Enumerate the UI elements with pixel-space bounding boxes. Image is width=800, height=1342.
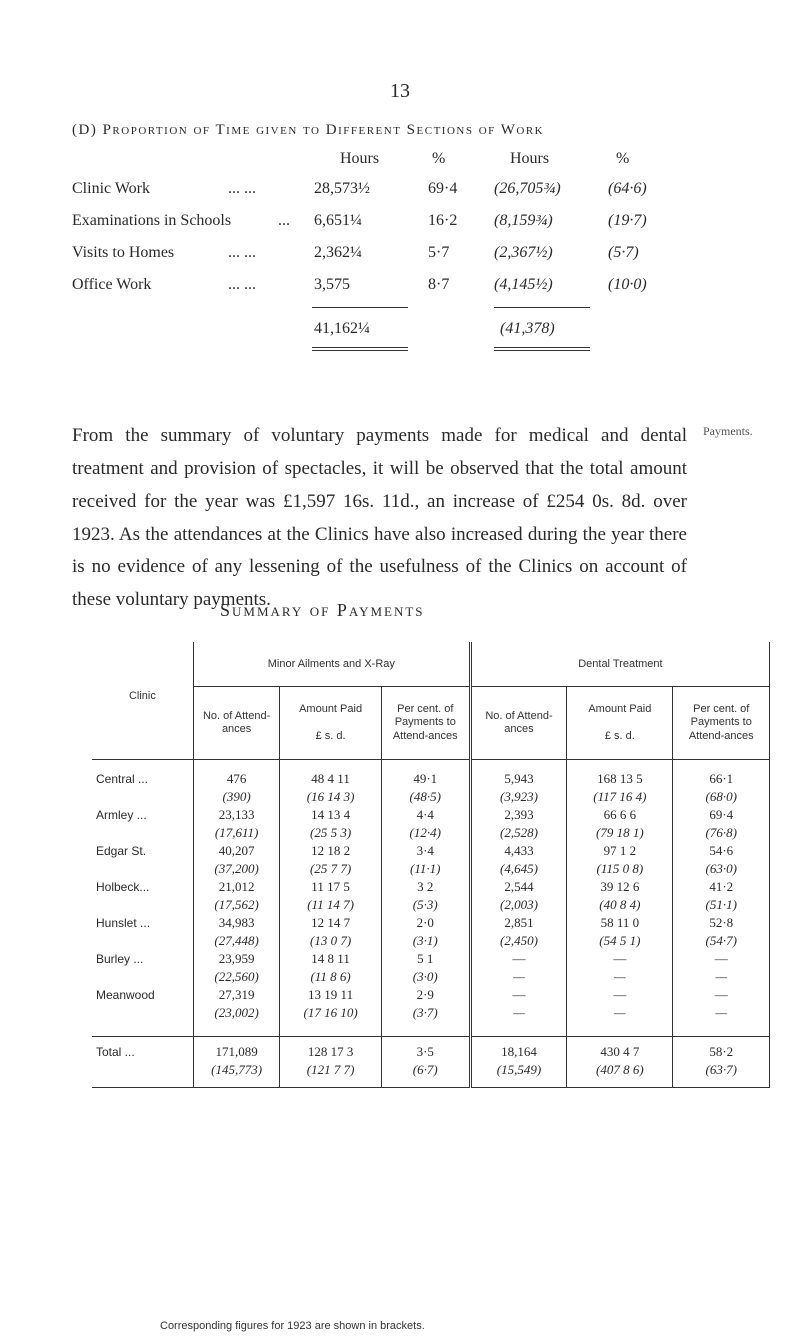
- gap-cell: [92, 1022, 193, 1037]
- prev-minor-attendances: (390): [193, 788, 280, 806]
- time-row-hours: 2,362¼: [314, 244, 362, 261]
- dental-attendances: 18,164: [470, 1037, 566, 1062]
- minor-attendances: 23,133: [193, 806, 280, 824]
- time-row-prev-percent: (5·7): [608, 244, 639, 261]
- end-cell: [92, 1079, 193, 1088]
- prev-minor-percent: (11·1): [381, 860, 470, 878]
- minor-amount: 12 14 7: [280, 914, 381, 932]
- end-cell: [193, 1079, 280, 1088]
- time-row-prev-percent: (19·7): [608, 212, 647, 229]
- minor-percent: 4·4: [381, 806, 470, 824]
- dental-amount: 430 4 7: [567, 1037, 673, 1062]
- hours-header: Hours: [340, 150, 380, 167]
- time-row-prev-hours: (4,145½): [494, 276, 553, 293]
- dental-percent: —: [673, 986, 770, 1004]
- prev-dental-amount: (40 8 4): [567, 896, 673, 914]
- clinic-name-blank: [92, 932, 193, 950]
- prev-dental-attendances: (3,923): [470, 788, 566, 806]
- payment-row-previous: [92, 824, 770, 842]
- time-row-percent: 5·7: [428, 244, 450, 261]
- prev-dental-amount: (79 18 1): [567, 824, 673, 842]
- time-row-prev-hours: (8,159¾): [494, 212, 553, 229]
- section-title: (D) Proportion of Time given to Different Sections of Work: [72, 122, 545, 138]
- time-row-percent: 16·2: [428, 212, 458, 229]
- dental-amount-header: Amount Paid £ s. d.: [567, 687, 673, 760]
- minor-attendances: 476: [193, 770, 280, 788]
- prev-dental-percent: (54·7): [673, 932, 770, 950]
- gap-cell: [470, 1022, 566, 1037]
- time-row-percent: 69·4: [428, 180, 458, 197]
- sum-rule: [312, 307, 408, 308]
- leader-dots: ... ...: [228, 244, 256, 261]
- dental-amount: 168 13 5: [567, 770, 673, 788]
- clinic-name: Burley ...: [96, 952, 144, 966]
- total-rule: [494, 347, 590, 348]
- clinic-name: Armley ...: [96, 808, 147, 822]
- dental-attendances: 5,943: [470, 770, 566, 788]
- minor-amount: 48 4 11: [280, 770, 381, 788]
- payment-row: [92, 986, 770, 1004]
- prev-dental-amount: (117 16 4): [567, 788, 673, 806]
- prev-minor-percent: (3·7): [381, 1004, 470, 1022]
- prev-minor-attendances: (22,560): [193, 968, 280, 986]
- payment-row-previous: [92, 968, 770, 986]
- end-cell: [673, 1079, 770, 1088]
- time-row-prev-hours: (2,367½): [494, 244, 553, 261]
- table-end-row: [92, 1079, 770, 1088]
- time-row-label: Clinic Work: [72, 180, 150, 197]
- payment-row-previous: [92, 1004, 770, 1022]
- payment-row: [92, 842, 770, 860]
- time-row-prev-percent: (10·0): [608, 276, 647, 293]
- prev-minor-percent: (12·4): [381, 824, 470, 842]
- total-rule: [312, 347, 408, 348]
- dental-amount: 97 1 2: [567, 842, 673, 860]
- clinic-name-blank: [92, 1061, 193, 1079]
- body-paragraph: From the summary of voluntary payments made for medical and dental treatment and provision of spectacles, it will be observed that the total amount received for the year was £1,597 16s. 11d., an increase of £254 0s. 8d. over 1923. As the attendances at the Clinics have also increased during the year there is no evidence of any lessening of the usefulness of the Clinics on account of these voluntary payments.: [72, 425, 687, 611]
- spacer-cell: [470, 760, 566, 771]
- prev-minor-amount: (17 16 10): [280, 1004, 381, 1022]
- prev-dental-amount: (115 0 8): [567, 860, 673, 878]
- prev-dental-attendances: (2,450): [470, 932, 566, 950]
- prev-dental-percent: (68·0): [673, 788, 770, 806]
- minor-amount: 14 8 11: [280, 950, 381, 968]
- payment-row: [92, 770, 770, 788]
- dental-attendances: 2,544: [470, 878, 566, 896]
- minor-percent: 3 2: [381, 878, 470, 896]
- time-row-label: Office Work: [72, 276, 152, 293]
- end-cell: [381, 1079, 470, 1088]
- dental-percent: 41·2: [673, 878, 770, 896]
- prev-dental-percent: (51·1): [673, 896, 770, 914]
- spacer-cell: [381, 760, 470, 771]
- time-row-label: Visits to Homes: [72, 244, 175, 261]
- clinic-name-blank: [92, 896, 193, 914]
- clinic-name-blank: [92, 788, 193, 806]
- dental-percent: 66·1: [673, 770, 770, 788]
- prev-dental-attendances: —: [470, 1004, 566, 1022]
- minor-attendances: 23,959: [193, 950, 280, 968]
- prev-minor-percent: (5·3): [381, 896, 470, 914]
- dental-amount: —: [567, 950, 673, 968]
- leader-dots: ...: [278, 212, 290, 229]
- prev-minor-attendances: (17,611): [193, 824, 280, 842]
- end-cell: [470, 1079, 566, 1088]
- payment-row-previous: [92, 788, 770, 806]
- minor-amount: 12 18 2: [280, 842, 381, 860]
- prev-minor-amount: (25 7 7): [280, 860, 381, 878]
- clinic-name: Hunslet ...: [96, 916, 151, 930]
- dental-amount: —: [567, 986, 673, 1004]
- page-number: 13: [390, 80, 410, 102]
- total-rule: [494, 350, 590, 351]
- prev-dental-amount: (54 5 1): [567, 932, 673, 950]
- dental-attendances: 2,851: [470, 914, 566, 932]
- clinic-header: Clinic: [92, 642, 193, 760]
- clinic-name: Total ...: [92, 1037, 193, 1062]
- payment-row: [92, 878, 770, 896]
- minor-percent: 3·4: [381, 842, 470, 860]
- prev-dental-amount: —: [567, 1004, 673, 1022]
- minor-amount: 11 17 5: [280, 878, 381, 896]
- prev-dental-attendances: (15,549): [470, 1061, 566, 1079]
- end-cell: [280, 1079, 381, 1088]
- prev-minor-amount: (25 5 3): [280, 824, 381, 842]
- minor-attend-header: No. of Attend-ances: [193, 687, 280, 760]
- dental-percent: 54·6: [673, 842, 770, 860]
- spacer-cell: [193, 760, 280, 771]
- dental-percent: 69·4: [673, 806, 770, 824]
- gap-cell: [280, 1022, 381, 1037]
- gap-cell: [673, 1022, 770, 1037]
- time-prev-total-hours: (41,378): [500, 320, 555, 337]
- prev-minor-attendances: (17,562): [193, 896, 280, 914]
- spacer-cell: [673, 760, 770, 771]
- gap-cell: [193, 1022, 280, 1037]
- dental-header: Dental Treatment: [470, 642, 769, 687]
- clinic-name: Edgar St.: [96, 844, 147, 858]
- dental-attendances: —: [470, 950, 566, 968]
- minor-percent: 2·0: [381, 914, 470, 932]
- clinic-name-blank: [92, 860, 193, 878]
- time-total-hours: 41,162¼: [314, 320, 370, 337]
- prev-minor-percent: (48·5): [381, 788, 470, 806]
- minor-percent: 2·9: [381, 986, 470, 1004]
- minor-percent: 49·1: [381, 770, 470, 788]
- prev-minor-attendances: (23,002): [193, 1004, 280, 1022]
- dental-percent: —: [673, 950, 770, 968]
- gap-cell: [567, 1022, 673, 1037]
- minor-amount: 128 17 3: [280, 1037, 381, 1062]
- end-cell: [567, 1079, 673, 1088]
- minor-percent-header: Per cent. of Payments to Attend-ances: [381, 687, 470, 760]
- prev-dental-attendances: —: [470, 968, 566, 986]
- payment-row-previous: [92, 896, 770, 914]
- time-row-hours: 28,573½: [314, 180, 370, 197]
- prev-percent-header: %: [616, 150, 630, 167]
- minor-attendances: 27,319: [193, 986, 280, 1004]
- clinic-name: Holbeck...: [96, 880, 150, 894]
- dental-attend-header: No. of Attend-ances: [470, 687, 566, 760]
- leader-dots: ... ...: [228, 276, 256, 293]
- prev-minor-amount: (13 0 7): [280, 932, 381, 950]
- prev-minor-amount: (11 14 7): [280, 896, 381, 914]
- spacer-cell: [92, 760, 193, 771]
- dental-percent: 58·2: [673, 1037, 770, 1062]
- prev-dental-percent: (63·0): [673, 860, 770, 878]
- time-row-percent: 8·7: [428, 276, 450, 293]
- prev-dental-amount: —: [567, 968, 673, 986]
- gap-cell: [381, 1022, 470, 1037]
- margin-note: Payments.: [703, 424, 753, 438]
- time-row-hours: 6,651¼: [314, 212, 362, 229]
- prev-minor-amount: (121 7 7): [280, 1061, 381, 1079]
- minor-amount-header: Amount Paid £ s. d.: [280, 687, 381, 760]
- payment-row: [92, 806, 770, 824]
- minor-attendances: 171,089: [193, 1037, 280, 1062]
- minor-amount: 13 19 11: [280, 986, 381, 1004]
- dental-attendances: 4,433: [470, 842, 566, 860]
- prev-minor-attendances: (37,200): [193, 860, 280, 878]
- spacer-cell: [280, 760, 381, 771]
- minor-attendances: 21,012: [193, 878, 280, 896]
- prev-dental-percent: (63·7): [673, 1061, 770, 1079]
- payments-table: [92, 642, 770, 1088]
- footnote: Corresponding figures for 1923 are shown in brackets.: [160, 1320, 425, 1332]
- minor-attendances: 40,207: [193, 842, 280, 860]
- sum-rule: [494, 307, 590, 308]
- time-row-prev-hours: (26,705¾): [494, 180, 561, 197]
- prev-minor-attendances: (145,773): [193, 1061, 280, 1079]
- prev-dental-attendances: (2,003): [470, 896, 566, 914]
- time-row-label: Examinations in Schools: [72, 212, 232, 229]
- percent-header: %: [432, 150, 446, 167]
- minor-ailments-header: Minor Ailments and X-Ray: [193, 642, 470, 687]
- dental-percent-header: Per cent. of Payments to Attend-ances: [673, 687, 770, 760]
- prev-dental-percent: (76·8): [673, 824, 770, 842]
- clinic-name: Central ...: [96, 772, 149, 786]
- payment-row: [92, 950, 770, 968]
- prev-dental-percent: —: [673, 968, 770, 986]
- time-row-hours: 3,575: [314, 276, 350, 293]
- clinic-name: Meanwood: [96, 988, 155, 1002]
- dental-attendances: —: [470, 986, 566, 1004]
- dental-amount: 66 6 6: [567, 806, 673, 824]
- clinic-name-blank: [92, 968, 193, 986]
- payment-row: [92, 914, 770, 932]
- minor-percent: 5 1: [381, 950, 470, 968]
- payment-row: [92, 1037, 770, 1062]
- prev-minor-percent: (3·1): [381, 932, 470, 950]
- summary-title: Summary of Payments: [220, 600, 425, 620]
- prev-dental-attendances: (2,528): [470, 824, 566, 842]
- table-spacer-row: [92, 760, 770, 771]
- table-gap-row: [92, 1022, 770, 1037]
- minor-attendances: 34,983: [193, 914, 280, 932]
- payment-row-previous: [92, 860, 770, 878]
- prev-minor-amount: (11 8 6): [280, 968, 381, 986]
- total-rule: [312, 350, 408, 351]
- prev-minor-amount: (16 14 3): [280, 788, 381, 806]
- prev-minor-percent: (3·0): [381, 968, 470, 986]
- dental-attendances: 2,393: [470, 806, 566, 824]
- time-row-prev-percent: (64·6): [608, 180, 647, 197]
- prev-dental-attendances: (4,645): [470, 860, 566, 878]
- prev-hours-header: Hours: [510, 150, 550, 167]
- leader-dots: ... ...: [228, 180, 256, 197]
- prev-minor-attendances: (27,448): [193, 932, 280, 950]
- dental-percent: 52·8: [673, 914, 770, 932]
- prev-dental-percent: —: [673, 1004, 770, 1022]
- prev-dental-amount: (407 8 6): [567, 1061, 673, 1079]
- minor-percent: 3·5: [381, 1037, 470, 1062]
- dental-amount: 39 12 6: [567, 878, 673, 896]
- clinic-name-blank: [92, 1004, 193, 1022]
- payment-row-previous: [92, 1061, 770, 1079]
- minor-amount: 14 13 4: [280, 806, 381, 824]
- payment-row-previous: [92, 932, 770, 950]
- clinic-name-blank: [92, 824, 193, 842]
- prev-minor-percent: (6·7): [381, 1061, 470, 1079]
- dental-amount: 58 11 0: [567, 914, 673, 932]
- spacer-cell: [567, 760, 673, 771]
